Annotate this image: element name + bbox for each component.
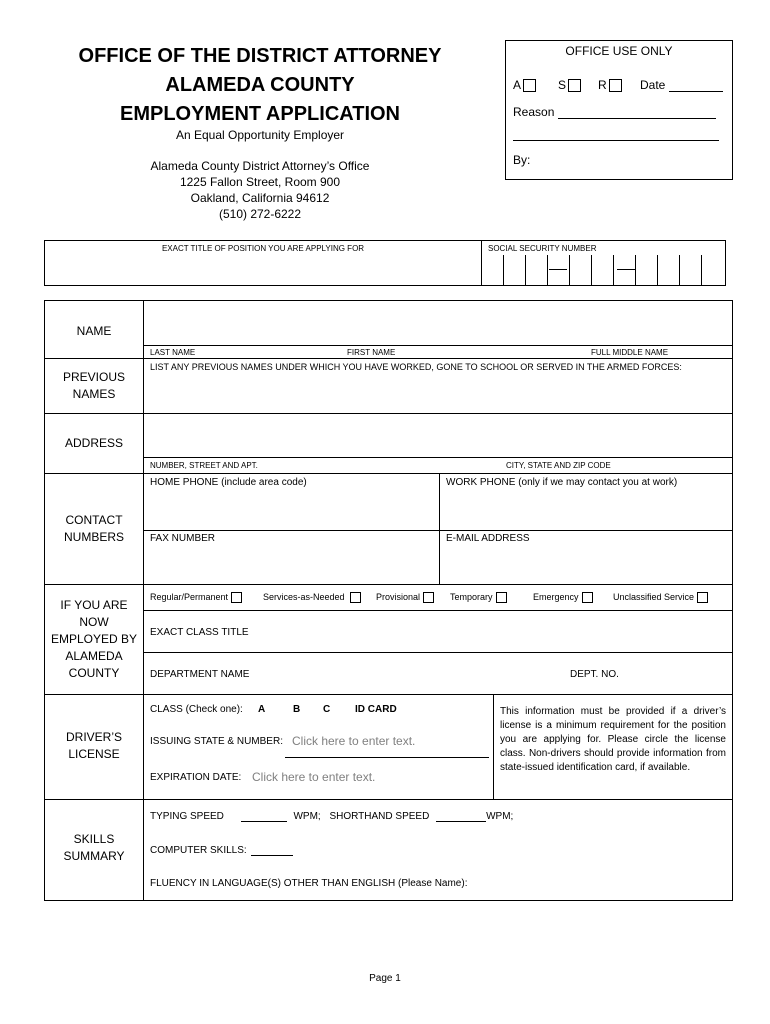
option-provisional: Provisional	[376, 592, 434, 603]
office-use-s-checkbox[interactable]	[568, 79, 581, 92]
computer-row: COMPUTER SKILLS:	[150, 844, 293, 856]
office-use-by: By:	[513, 153, 531, 167]
license-class-c[interactable]: C	[323, 704, 331, 715]
office-use-date-field[interactable]	[669, 79, 723, 92]
office-use-reason: Reason	[513, 105, 716, 119]
class-title-field[interactable]	[255, 611, 732, 652]
subtitle: An Equal Opportunity Employer	[175, 128, 345, 142]
office-use-reason-line-2[interactable]	[513, 140, 719, 141]
class-title-label: EXACT CLASS TITLE	[150, 627, 249, 638]
middle-name-label: FULL MIDDLE NAME	[591, 348, 669, 357]
work-phone-label: WORK PHONE (only if we may contact you at work)	[446, 477, 678, 488]
title-line-2: ALAMEDA COUNTY	[165, 74, 355, 96]
office-use-s: S	[558, 78, 581, 92]
address-line-4: (510) 272-6222	[218, 207, 302, 221]
city-label: CITY, STATE AND ZIP CODE	[506, 461, 611, 470]
emergency-checkbox[interactable]	[582, 592, 593, 603]
dept-no-field[interactable]	[625, 653, 732, 694]
fluency-label: FLUENCY IN LANGUAGE(S) OTHER THAN ENGLISH (Please Name):	[150, 878, 468, 889]
previous-names-instruction: LIST ANY PREVIOUS NAMES UNDER WHICH YOU HAVE WORKED, GONE TO SCHOOL OR SERVED IN THE ARMED FORCES:	[150, 362, 682, 372]
street-label: NUMBER, STREET AND APT.	[150, 461, 258, 470]
name-label: NAME	[76, 324, 112, 338]
office-use-date: Date	[640, 78, 723, 92]
issuing-input[interactable]: Click here to enter text.	[292, 734, 416, 748]
address-line-2: 1225 Fallon Street, Room 900	[179, 175, 341, 189]
email-field[interactable]	[440, 546, 732, 583]
previous-names-field[interactable]	[144, 375, 732, 413]
address-line-3: Oakland, California 94612	[190, 191, 330, 205]
office-use-box	[505, 40, 733, 180]
first-name-label: FIRST NAME	[347, 348, 396, 357]
office-use-a-checkbox[interactable]	[523, 79, 536, 92]
shorthand-speed-field[interactable]	[436, 810, 486, 822]
page-number: Page 1	[369, 973, 401, 984]
license-id-card[interactable]: ID CARD	[355, 704, 397, 715]
email-label: E-MAIL ADDRESS	[446, 533, 530, 544]
department-field[interactable]	[265, 653, 565, 694]
employment-label: IF YOU ARE NOW EMPLOYED BY ALAMEDA COUNTY	[50, 598, 138, 680]
services-checkbox[interactable]	[350, 592, 361, 603]
contact-label: CONTACT NUMBERS	[63, 513, 124, 544]
issuing-label: ISSUING STATE & NUMBER:	[150, 736, 283, 747]
license-class-b[interactable]: B	[293, 704, 301, 715]
option-regular: Regular/Permanent	[150, 592, 242, 603]
provisional-checkbox[interactable]	[423, 592, 434, 603]
home-phone-field[interactable]	[144, 491, 439, 529]
fax-label: FAX NUMBER	[150, 533, 216, 544]
ssn-field[interactable]	[482, 255, 724, 285]
unclassified-checkbox[interactable]	[697, 592, 708, 603]
ssn-label: SOCIAL SECURITY NUMBER	[488, 244, 597, 253]
temporary-checkbox[interactable]	[496, 592, 507, 603]
position-box	[44, 240, 726, 286]
license-label: DRIVER’S LICENSE	[65, 730, 122, 761]
computer-skills-field[interactable]	[251, 844, 293, 856]
department-label: DEPARTMENT NAME	[150, 669, 250, 680]
license-info: This information must be provided if a driver’s license is a minimum requirement for the position you are applying for. Please circle the license class. Non-drivers should provide information from state-issued identification card, if available.	[500, 706, 726, 773]
main-form	[44, 300, 733, 901]
fluency-field[interactable]	[465, 871, 732, 895]
address-field[interactable]	[144, 414, 732, 457]
title-line-1: OFFICE OF THE DISTRICT ATTORNEY	[78, 45, 442, 67]
address-line-1: Alameda County District Attorney’s Office	[150, 159, 370, 173]
previous-names-label: PREVIOUS NAMES	[62, 370, 125, 401]
option-unclassified: Unclassified Service	[613, 592, 708, 603]
dept-no-label: DEPT. NO.	[570, 669, 619, 680]
license-class-a[interactable]: A	[258, 704, 266, 715]
expiration-label: EXPIRATION DATE:	[150, 772, 242, 783]
title-line-3: EMPLOYMENT APPLICATION	[120, 103, 400, 125]
position-title-label: EXACT TITLE OF POSITION YOU ARE APPLYING FOR	[161, 244, 365, 253]
last-name-label: LAST NAME	[150, 348, 196, 357]
office-use-title: OFFICE USE ONLY	[565, 44, 673, 58]
license-class-label: CLASS (Check one):	[150, 704, 243, 715]
regular-checkbox[interactable]	[231, 592, 242, 603]
option-temporary: Temporary	[450, 592, 507, 603]
skills-label: SKILLS SUMMARY	[63, 832, 125, 863]
office-use-a: A	[513, 78, 536, 92]
fax-field[interactable]	[144, 546, 439, 583]
home-phone-label: HOME PHONE (include area code)	[150, 477, 307, 488]
address-label: ADDRESS	[64, 436, 123, 450]
option-services: Services-as-Needed	[263, 592, 361, 603]
typing-speed-field[interactable]	[241, 810, 287, 822]
office-use-reason-field[interactable]	[558, 106, 716, 119]
expiration-input[interactable]: Click here to enter text.	[252, 770, 376, 784]
office-use-r: R	[598, 78, 622, 92]
typing-row: TYPING SPEED WPM; SHORTHAND SPEED WPM;	[150, 811, 514, 822]
position-title-field[interactable]	[45, 255, 481, 285]
option-emergency: Emergency	[533, 592, 593, 603]
name-field[interactable]	[144, 301, 732, 345]
work-phone-field[interactable]	[440, 491, 732, 529]
office-use-r-checkbox[interactable]	[609, 79, 622, 92]
